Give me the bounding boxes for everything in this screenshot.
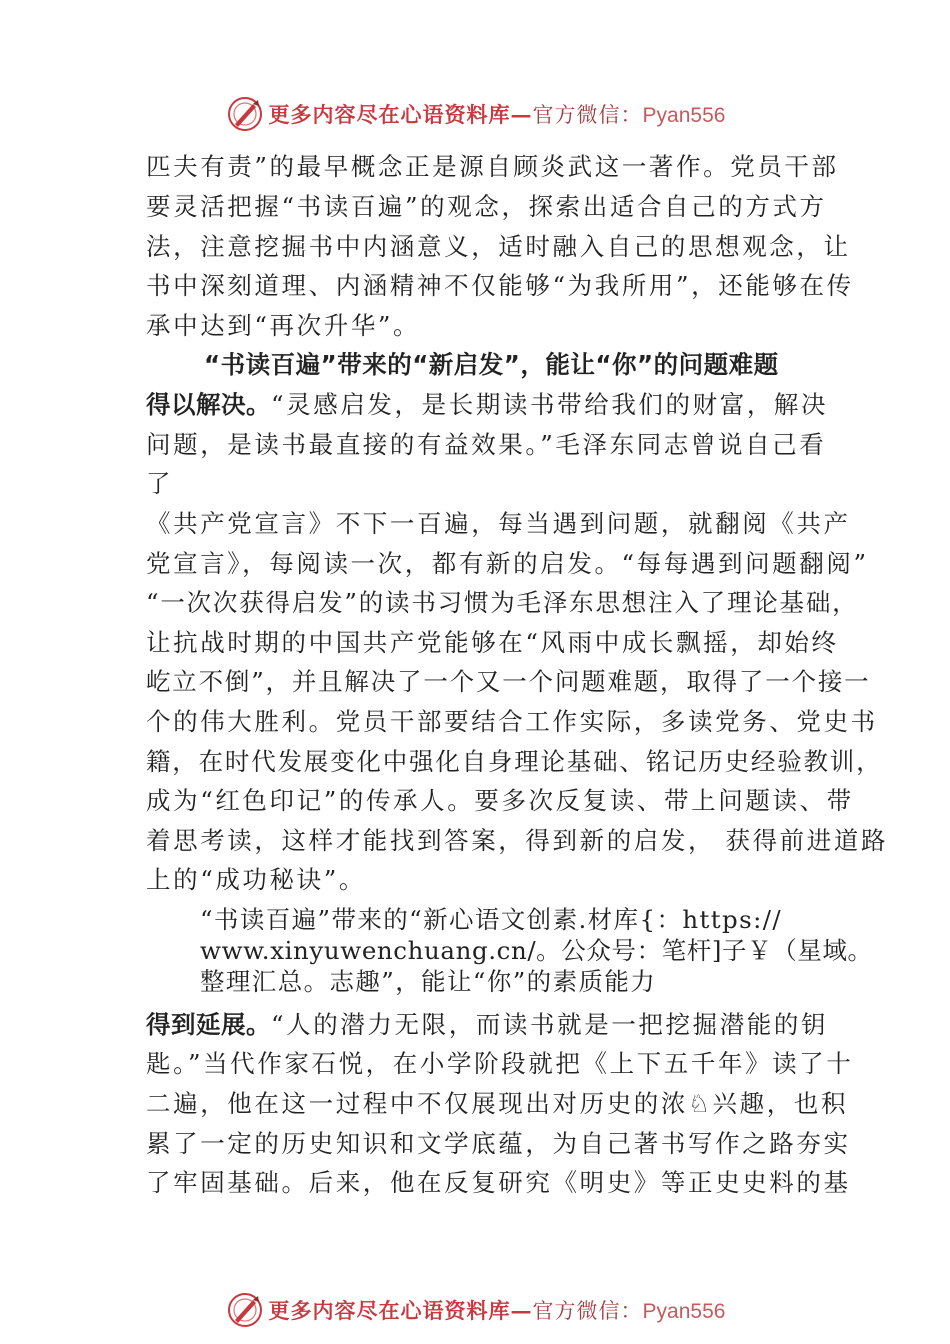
logo-icon [225,94,265,134]
text-line: “一次次获得启发”的读书习惯为毛泽东思想注入了理论基础， [146,588,859,617]
heading-end: 得以解决。 [146,390,271,419]
watermark-line: www.xinyuwenchuang.cn/。公众号：笔杆]子￥（星域。 [200,936,873,965]
banner-wechat-id: Pyan556 [642,1300,726,1323]
text-line: 承中达到“再次升华”。 [146,311,421,340]
heading-end: 得到延展。 [146,1010,271,1039]
banner-text [269,1295,726,1325]
banner-wechat-label: 官方微信： [532,103,643,127]
banner-dash: — [510,102,533,127]
text-line: 要灵活把握“书读百遍”的观念，探索出适合自己的方式方 [146,192,827,221]
footer-banner [0,1288,950,1332]
text-line: 匙。”当代作家石悦，在小学阶段就把《上下五千年》读了十 [146,1049,854,1078]
text-line: 着思考读，这样才能找到答案，得到新的启发， 获得前进道路 [146,826,889,855]
text-line: 匹夫有责”的最早概念正是源自顾炎武这一著作。党员干部 [146,152,839,181]
text-line: 党宣言》，每阅读一次，都有新的启发。“每每遇到问题翻阅” [146,549,869,578]
logo-icon [225,1290,265,1330]
text-line: 籍，在时代发展变化中强化自身理论基础、铭记历史经验教训， [146,747,883,776]
section-heading: “书读百遍”带来的“新启发”，能让“你”的问题难题 [204,350,779,379]
text-line: 二遍，他在这一过程中不仅展现出对历史的浓♘兴趣，也积 [146,1089,849,1118]
text-line: 了牢固基础。后来，他在反复研究《明史》等正史史料的基 [146,1168,851,1197]
text-line: 屹立不倒”，并且解决了一个又一个问题难题，取得了一个接一 [146,667,871,696]
banner-main: 更多内容尽在心语资料库 [268,1298,511,1323]
text-line: 法，注意挖掘书中内涵意义，适时融入自己的思想观念，让 [146,232,851,261]
text-line: 让抗战时期的中国共产党能够在“风雨中成长飘摇，却始终 [146,628,839,657]
text-line: 书中深刻道理、内涵精神不仅能够“为我所用”，还能够在传 [146,271,854,300]
banner-dash: — [510,1298,533,1323]
banner-wechat-label: 官方微信： [532,1299,643,1323]
watermark-line: “书读百遍”带来的“新心语文创素.材库{：https:// [200,905,783,934]
text-line: 了 [146,469,174,498]
banner-text [269,99,726,129]
header-banner [0,92,950,136]
text-line: 成为“红色印记”的传承人。要多次反复读、带上问题读、带 [146,786,854,815]
text-line: 累了一定的历史知识和文学底蕴，为自己著书写作之路夯实 [146,1129,851,1158]
text-line: 得以解决。“灵感启发，是长期读书带给我们的财富，解决 [146,390,829,419]
text-line: 上的“成功秘诀”。 [146,865,366,894]
text-line: 得到延展。“人的潜力无限，而读书就是一把挖掘潜能的钥 [146,1010,829,1039]
text-line: 《共产党宣言》不下一百遍，每当遇到问题，就翻阅《共产 [146,509,851,538]
banner-wechat-id: Pyan556 [642,104,726,127]
text-line: 个的伟大胜利。党员干部要结合工作实际，多读党务、党史书 [146,707,878,736]
watermark-line: 整理汇总。志趣”，能让“你”的素质能力 [200,967,657,996]
banner-main: 更多内容尽在心语资料库 [268,102,511,127]
text-line: 问题，是读书最直接的有益效果。”毛泽东同志曾说自己看 [146,430,827,459]
